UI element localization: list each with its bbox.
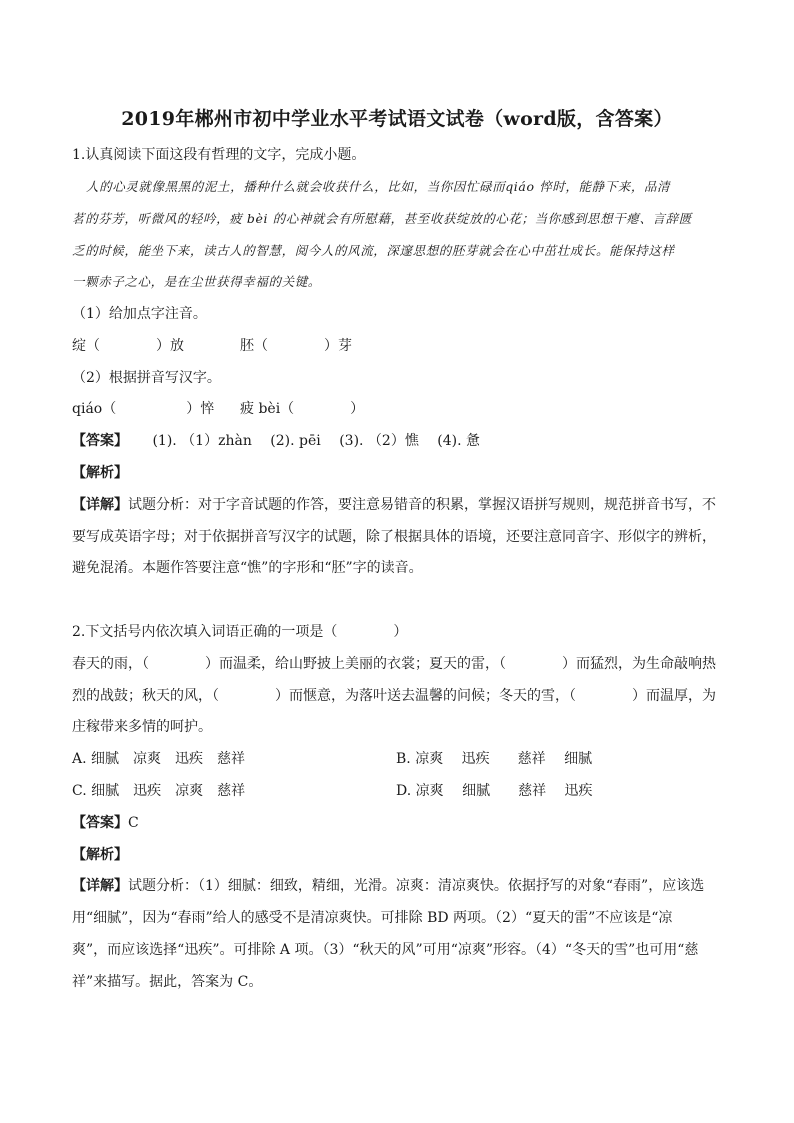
q2-text-line-1: 春天的雨，（ ）而温柔，给山野披上美丽的衣裳；夏天的雷，（ ）而猛烈，为生命敲响热 <box>72 656 716 672</box>
q2-option-d: D. 凉爽 细腻 慈祥 迅疾 <box>396 783 593 799</box>
q1-detail-line-3: 避免混淆。本题作答要注意“憔”的字形和“胚”字的读音。 <box>72 560 423 576</box>
q2-detail-line-1 <box>72 877 724 895</box>
q1-passage-line-3: 乏的时候，能坐下来，读古人的智慧，阅今人的风流，深邃思想的胚芽就会在心中茁壮成长。能保持这样 <box>72 243 675 258</box>
q1-sub1-item-a: 绽（ ）放 <box>72 338 184 354</box>
q2-option-a: A. 细腻 凉爽 迅疾 慈祥 <box>72 751 246 767</box>
q1-detail-tag: 【详解】 <box>72 497 128 513</box>
q1-sub2-item-a: qiáo（ ）悴 <box>72 401 215 417</box>
q2-option-b: B. 凉爽 迅疾 慈祥 细腻 <box>396 751 593 767</box>
q2-answer-tag: 【答案】 <box>72 815 128 831</box>
q2-text-line-3: 庄稼带来多情的呵护。 <box>72 719 212 735</box>
q1-sub2-item-b: 疲 bèi（ ） <box>240 401 365 417</box>
q1-passage-line-1: 人的心灵就像黑黑的泥土，播种什么就会收获什么，比如，当你因忙碌而qiáo 悴时，能静下来，品清 <box>86 179 671 194</box>
q2-detail-line-3: 爽”，而应该选择“迅疾”。可排除 A 项。（3）“秋天的风”可用“凉爽”形容。（4）“冬天的雪”也可用“慈 <box>72 942 699 958</box>
q2-detail-text-1: 试题分析：（1）细腻：细致，精细，光滑。凉爽：清凉爽快。依据抒写的对象“春雨”，应该选 <box>128 878 705 894</box>
q1-passage-line-2: 茗的芬芳，听微风的轻吟，疲 bèi 的心神就会有所慰藉，甚至收获绽放的心花；当你感到思想干瘪、言辞匮 <box>72 211 692 226</box>
q2-detail-tag: 【详解】 <box>72 878 128 894</box>
q1-passage-line-4: 一颗赤子之心，是在尘世获得幸福的关键。 <box>72 274 321 289</box>
q1-analysis-tag: 【解析】 <box>72 465 128 481</box>
q2-detail-line-4: 祥”来描写。据此，答案为 C。 <box>72 974 263 990</box>
q1-detail-text-1: 试题分析：对于字音试题的作答，要注意易错音的积累，掌握汉语拼写规则，规范拼音书写，不 <box>128 497 716 513</box>
q2-answer <box>72 814 724 832</box>
q2-option-c: C. 细腻 迅疾 凉爽 慈祥 <box>72 783 246 799</box>
document-title: 2019年郴州市初中学业水平考试语文试卷（word版，含答案） <box>121 108 673 130</box>
q2-stem: 2.下文括号内依次填入词语正确的一项是（ ） <box>72 624 408 640</box>
q1-detail-line-1 <box>72 496 724 514</box>
q1-detail-line-2: 要写成英语字母；对于依据拼音写汉字的试题，除了根据具体的语境，还要注意同音字、形似字的辨析， <box>72 529 716 545</box>
q1-answer-text: (1). （1）zhàn (2). pēi (3). （2）憔 (4). 惫 <box>152 433 481 449</box>
q2-answer-text: C <box>128 815 139 831</box>
q1-answer-tag: 【答案】 <box>72 433 128 449</box>
q1-sub2-label: （2）根据拼音写汉字。 <box>72 370 221 386</box>
q1-sub1-item-b: 胚（ ）芽 <box>240 338 352 354</box>
q2-detail-line-2: 用“细腻”，因为“春雨”给人的感受不是清凉爽快。可排除 BD 两项。（2）“夏天的雷”不应该是“凉 <box>72 910 673 926</box>
q2-analysis-tag: 【解析】 <box>72 847 128 863</box>
q1-sub1-label: （1）给加点字注音。 <box>72 306 207 322</box>
q1-answer <box>72 432 724 450</box>
q1-stem: 1.认真阅读下面这段有哲理的文字，完成小题。 <box>72 147 366 163</box>
q2-text-line-2: 烈的战鼓；秋天的风，（ ）而惬意，为落叶送去温馨的问候；冬天的雪，（ ）而温厚，为 <box>72 688 716 704</box>
